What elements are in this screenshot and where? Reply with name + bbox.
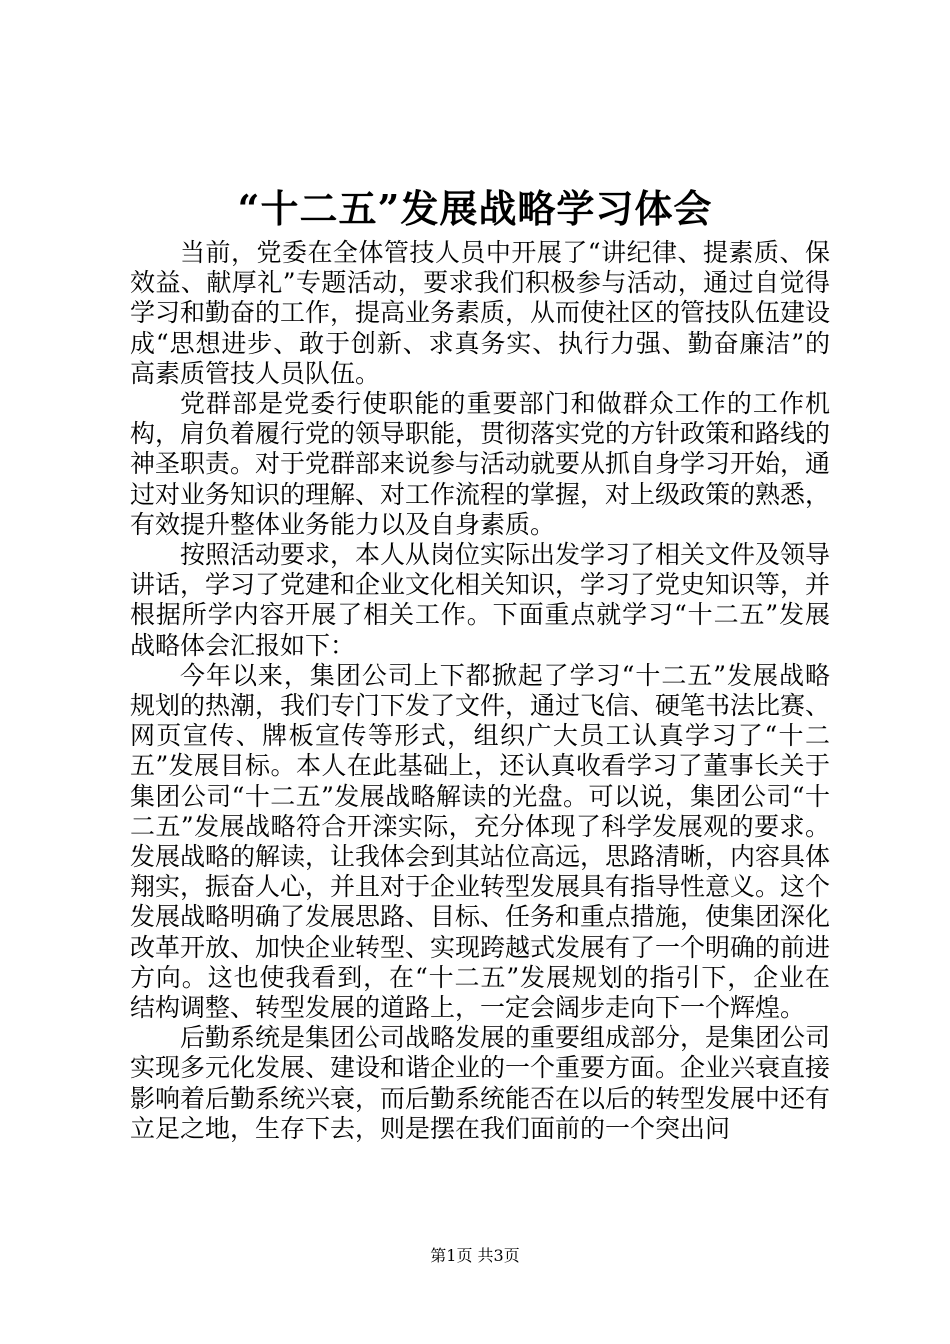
paragraph: 当前，党委在全体管技人员中开展了“讲纪律、提素质、保效益、献厚礼”专题活动，要求我们积极参与活动，通过自觉得学习和勤奋的工作，提高业务素质，从而使社区的管技队伍建设成“思想进步、敢于创新、求真务实、执行力强、勤奋廉洁”的高素质管技人员队伍。 [130,238,831,388]
document-title: “十二五”发展战略学习体会 [237,186,713,231]
document-body [130,238,830,1144]
paragraph: 今年以来，集团公司上下都掀起了学习“十二五”发展战略规划的热潮，我们专门下发了文件，通过飞信、硬笔书法比赛、网页宣传、牌板宣传等形式，组织广大员工认真学习了“十二五”发展目标。本人在此基础上，还认真收看学习了董事长关于集团公司“十二五”发展战略解读的光盘。可以说，集团公司“十二五”发展战略符合开滦实际，充分体现了科学发展观的要求。发展战略的解读，让我体会到其站位高远，思路清晰，内容具体翔实，振奋人心，并且对于企业转型发展具有指导性意义。这个发展战略明确了发展思路、目标、任务和重点措施，使集团深化改革开放、加快企业转型、实现跨越式发展有了一个明确的前进方向。这也使我看到，在“十二五”发展规划的指引下，企业在结构调整、转型发展的道路上，一定会阔步走向下一个辉煌。 [130,660,831,1023]
paragraph: 按照活动要求，本人从岗位实际出发学习了相关文件及领导讲话，学习了党建和企业文化相关知识，学习了党史知识等，并根据所学内容开展了相关工作。下面重点就学习“十二五”发展战略体会汇报如下： [130,540,831,660]
paragraph: 后勤系统是集团公司战略发展的重要组成部分，是集团公司实现多元化发展、建设和谐企业的一个重要方面。企业兴衰直接影响着后勤系统兴衰，而后勤系统能否在以后的转型发展中还有立足之地，生存下去，则是摆在我们面前的一个突出问 [130,1023,831,1143]
paragraph: 党群部是党委行使职能的重要部门和做群众工作的工作机构，肩负着履行党的领导职能，贯彻落实党的方针政策和路线的神圣职责。对于党群部来说参与活动就要从抓自身学习开始，通过对业务知识的理解、对工作流程的掌握，对上级政策的熟悉，有效提升整体业务能力以及自身素质。 [130,389,831,539]
page-footer: 第1页 共3页 [430,1246,520,1265]
